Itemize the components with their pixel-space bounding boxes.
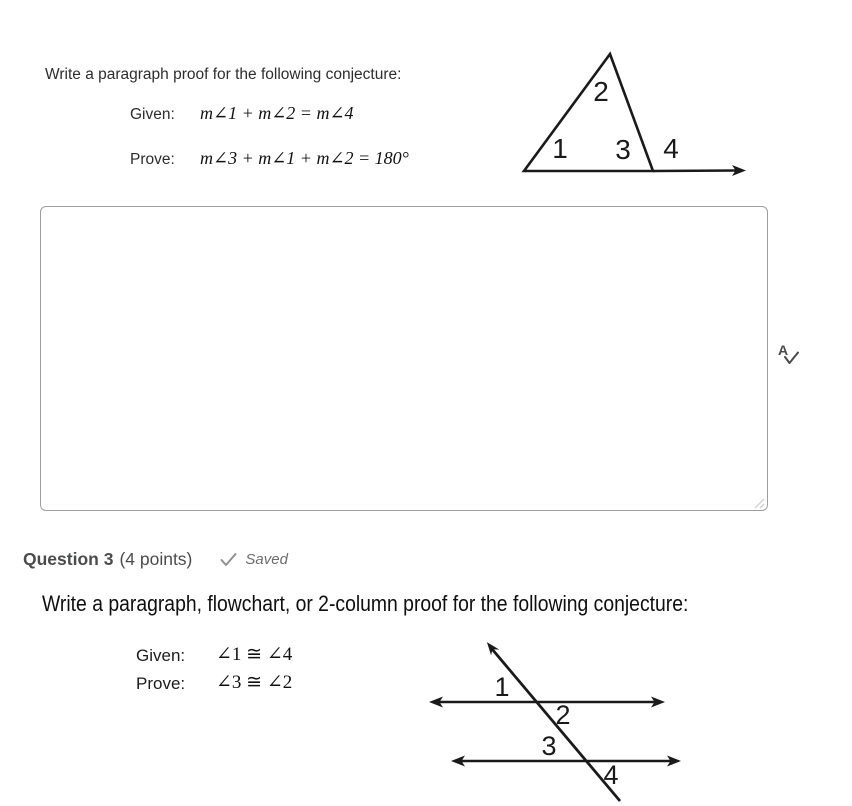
question3-prompt: Write a paragraph, flowchart, or 2-column proof for the following conjecture:	[42, 591, 689, 616]
question3-points: (4 points)	[119, 549, 193, 569]
angle-label-3: 3	[615, 134, 631, 165]
angle-label-3: 3	[541, 731, 557, 761]
question2-given-label: Given:	[130, 106, 175, 123]
angle-label-4: 4	[603, 760, 619, 790]
angle-label-2: 2	[593, 76, 609, 107]
angle-label-4: 4	[663, 133, 679, 164]
saved-check-icon	[220, 552, 237, 567]
question3-header	[23, 549, 288, 570]
spellcheck-letter: A	[778, 342, 789, 358]
parallel-lines-transversal-diagram	[420, 630, 710, 806]
triangle-exterior-angle-diagram	[505, 38, 757, 180]
angle-label-1: 1	[494, 672, 510, 702]
spellcheck-icon[interactable]	[778, 342, 802, 368]
question2-prove-label: Prove:	[130, 151, 175, 168]
question3-prove-statement: ∠3 ≅ ∠2	[216, 672, 293, 693]
question2-given-statement: m∠1 + m∠2 = m∠4	[200, 103, 354, 123]
question3-given-statement: ∠1 ≅ ∠4	[216, 644, 293, 665]
question3-prove-label: Prove:	[136, 674, 186, 693]
question2-prove-statement: m∠3 + m∠1 + m∠2 = 180°	[200, 148, 409, 168]
question3-title: Question 3	[23, 549, 114, 569]
checkmark-icon	[784, 351, 800, 365]
resize-handle-icon[interactable]	[752, 496, 765, 509]
question3-given-label: Given:	[136, 646, 186, 665]
answer-textarea[interactable]	[40, 206, 768, 511]
question2-prompt: Write a paragraph proof for the following conjecture:	[45, 66, 402, 83]
saved-status: Saved	[245, 551, 288, 568]
angle-label-2: 2	[555, 700, 571, 730]
angle-label-1: 1	[552, 133, 568, 164]
